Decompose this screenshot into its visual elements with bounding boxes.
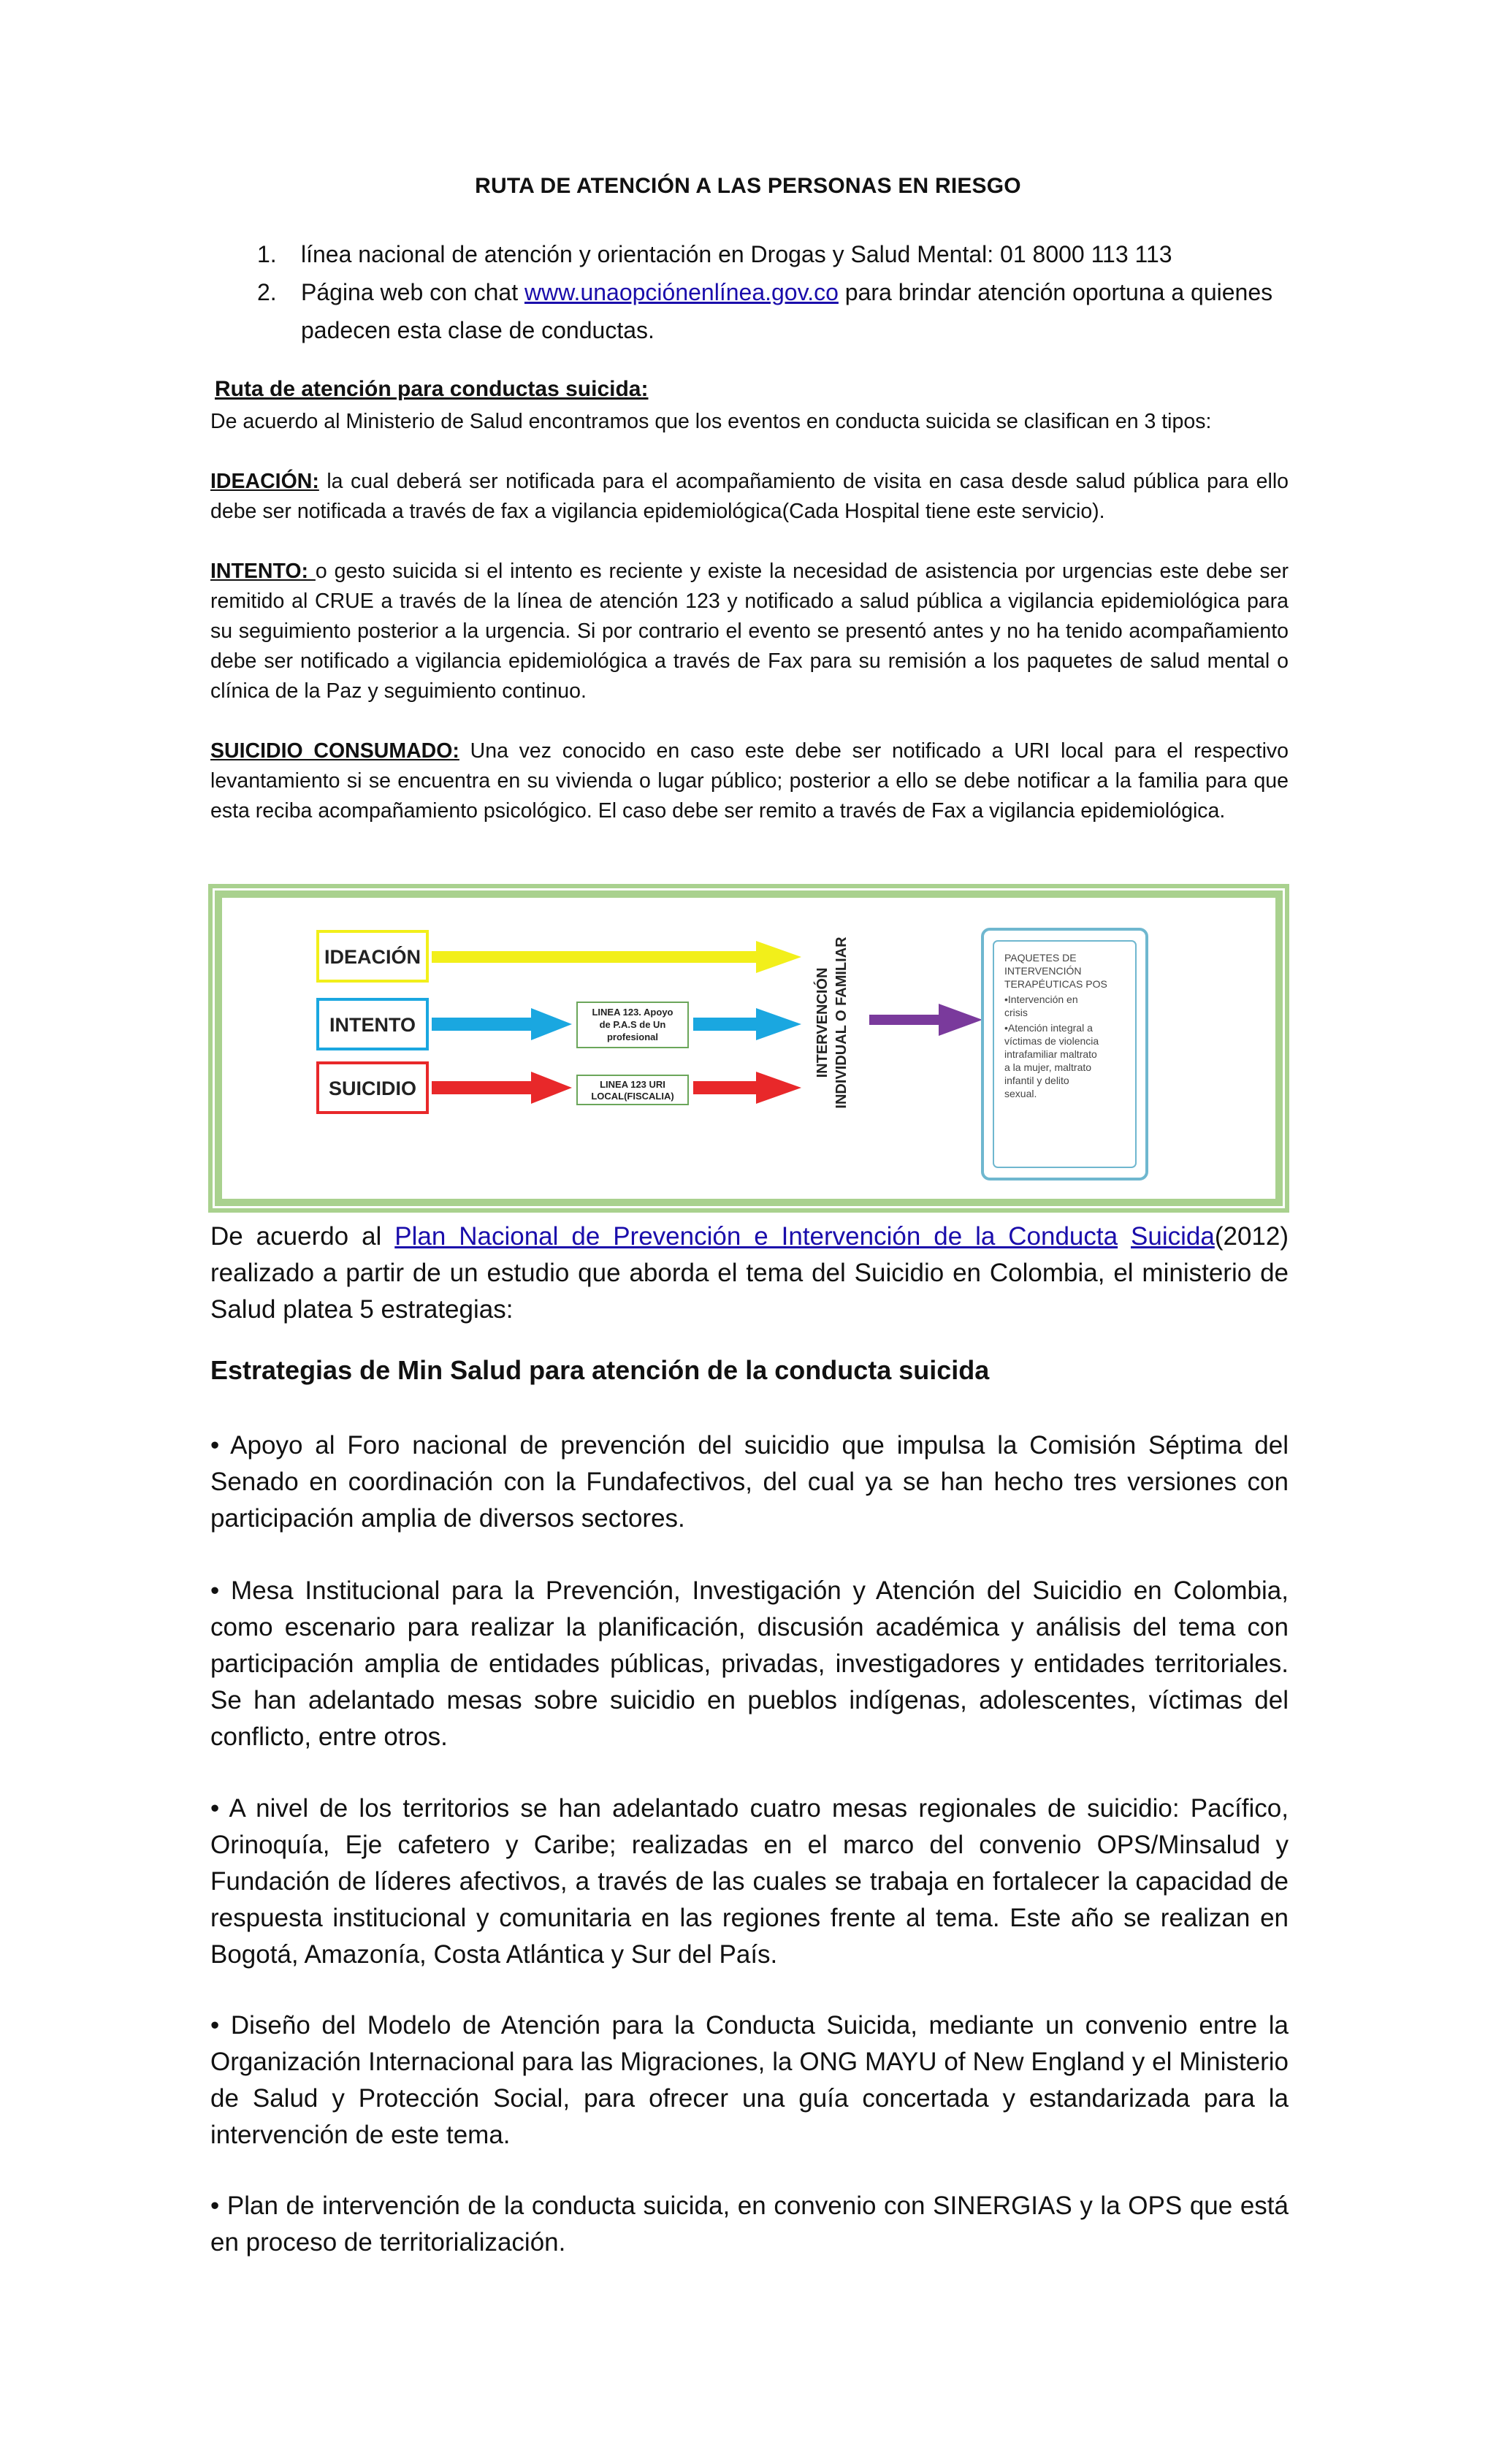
box-suicidio-label: SUICIDIO <box>328 1077 417 1099</box>
suicidio-paragraph <box>210 736 1289 826</box>
strategy-item: • Plan de intervención de la conducta suicida, en convenio con SINERGIAS y la OPS que está en proceso de territorialización. <box>210 2192 1289 2257</box>
paquetes-bullet2-line2: víctimas de violencia <box>1004 1035 1099 1047</box>
strategy-item: • Diseño del Modelo de Atención para la Conducta Suicida, mediante un convenio entre la Organización Internacional para las Migraciones, la ONG MAYU of New England y el Ministerio de Salud y Protección Social, para ofrecer una guía concertada y estandarizada para la intervención de este tema. <box>210 2011 1289 2149</box>
list-number: 1. <box>257 241 277 267</box>
intento-paragraph <box>210 557 1289 706</box>
attention-route-diagram <box>208 884 1289 1213</box>
intento-label: INTENTO: <box>210 560 316 583</box>
linea-123-line1: LINEA 123. Apoyo <box>592 1007 673 1018</box>
suicidio-text: Una vez conocido en caso este debe ser notificado a URI local para el respectivo levantamiento si se encuentra en su vivienda o lugar público; posterior a ello se debe notificar a la familia para que esta reciba acompañamiento psicológico. El caso debe ser remito a través de Fax a vigilancia epidemiológica. <box>210 739 1289 823</box>
plan-text-after: (2012) realizado a partir de un estudio que aborda el tema del Suicidio en Colombia, el ministerio de Salud platea 5 estrategias: <box>210 1222 1289 1324</box>
strategies-heading: Estrategias de Min Salud para atención de la conducta suicida <box>210 1355 990 1385</box>
route-heading: Ruta de atención para conductas suicida: <box>215 377 649 401</box>
uri-line2: LOCAL(FISCALIA) <box>591 1091 674 1102</box>
linea-123-line3: profesional <box>606 1031 659 1042</box>
vertical-label-line2: INDIVIDUAL O FAMILIAR <box>833 937 850 1109</box>
website-link[interactable]: www.unaopciónenlínea.gov.co <box>524 279 839 305</box>
paquetes-bullet2-line4: a la mujer, maltrato <box>1004 1061 1092 1073</box>
list-item <box>257 273 1294 349</box>
paquetes-bullet1-line1: •Intervención en <box>1004 993 1078 1005</box>
paquetes-line1: PAQUETES DE <box>1004 952 1077 964</box>
linea-123-line2: de P.A.S de Un <box>599 1019 666 1030</box>
paquetes-bullet2-line6: sexual. <box>1004 1088 1037 1099</box>
ideacion-text: la cual deberá ser notificada para el acompañamiento de visita en casa desde salud pública para ello debe ser notificada a través de fax a vigilancia epidemiológica(Cada Hospital tiene este servicio). <box>210 470 1289 523</box>
list-item-text-after: para brindar atención oportuna a quienes padecen esta clase de conductas. <box>301 279 1273 343</box>
plan-paragraph <box>210 1218 1289 1328</box>
uri-line1: LINEA 123 URI <box>600 1079 665 1090</box>
page-title: RUTA DE ATENCIÓN A LAS PERSONAS EN RIESGO <box>475 174 1021 198</box>
ideacion-label: IDEACIÓN: <box>210 470 319 493</box>
intento-text: o gesto suicida si el intento es reciente y existe la necesidad de asistencia por urgencias este debe ser remitido al CRUE a través de la línea de atención 123 y notificado a salud pública a vigilancia epidemiológica para su seguimiento posterior a la urgencia. Si por contrario el evento se presentó antes y no ha tenido acompañamiento debe ser notificado a vigilancia epidemiológica a través de Fax para su remisión a los paquetes de salud mental o clínica de la Paz y seguimiento continuo. <box>210 560 1289 703</box>
plan-nacional-link[interactable]: Plan Nacional de Prevención e Intervención de la Conducta <box>394 1222 1118 1251</box>
plan-text-before: De acuerdo al <box>210 1222 395 1251</box>
list-item-text: línea nacional de atención y orientación en Drogas y Salud Mental: 01 8000 113 113 <box>301 241 1172 267</box>
strategy-item: • A nivel de los territorios se han adelantado cuatro mesas regionales de suicidio: Pacífico, Orinoquía, Eje cafetero y Caribe; realizadas en el marco del convenio OPS/Minsalud y Fundación de líderes afectivos, a través de las cuales se trabaja en fortalecer la capacidad de respuesta institucional y comunitaria en las regiones frente al tema. Este año se realizan en Bogotá, Amazonía, Costa Atlántica y Sur del País. <box>210 1794 1289 1969</box>
vertical-label-line1: INTERVENCIÓN <box>814 967 831 1078</box>
paquetes-bullet1-line2: crisis <box>1004 1007 1028 1018</box>
paquetes-bullet2-line3: intrafamiliar maltrato <box>1004 1048 1097 1060</box>
numbered-list <box>257 235 1294 349</box>
list-item <box>257 235 1294 273</box>
box-intento-label: INTENTO <box>329 1014 416 1036</box>
strategy-item: • Mesa Institucional para la Prevención, Investigación y Atención del Suicidio en Colombia, como escenario para realizar la planificación, discusión académica y análisis del tema con participación amplia de entidades públicas, privadas, investigadores y entidades territoriales. Se han adelantado mesas sobre suicidio en pueblos indígenas, adolescentes, víctimas del conflicto, entre otros. <box>210 1576 1289 1751</box>
list-number: 2. <box>257 279 277 305</box>
paquetes-bullet2-line1: •Atención integral a <box>1004 1022 1093 1034</box>
paquetes-bullet2-line5: infantil y delito <box>1004 1075 1069 1086</box>
strategy-item: • Apoyo al Foro nacional de prevención del suicidio que impulsa la Comisión Séptima del Senado en coordinación con la Fundafectivos, del cual ya se han hecho tres versiones con participación amplia de diversos sectores. <box>210 1431 1289 1533</box>
paquetes-line3: TERAPÉUTICAS POS <box>1004 978 1107 990</box>
list-item-text-before: Página web con chat <box>301 279 524 305</box>
box-ideacion-label: IDEACIÓN <box>324 946 421 968</box>
paquetes-line2: INTERVENCIÓN <box>1004 965 1082 977</box>
plan-link-space <box>1118 1222 1131 1251</box>
route-intro: De acuerdo al Ministerio de Salud encontramos que los eventos en conducta suicida se clasifican en 3 tipos: <box>210 410 1212 433</box>
ideacion-paragraph <box>210 467 1289 527</box>
suicidio-label: SUICIDIO CONSUMADO: <box>210 739 459 763</box>
suicida-link[interactable]: Suicida <box>1131 1222 1215 1251</box>
